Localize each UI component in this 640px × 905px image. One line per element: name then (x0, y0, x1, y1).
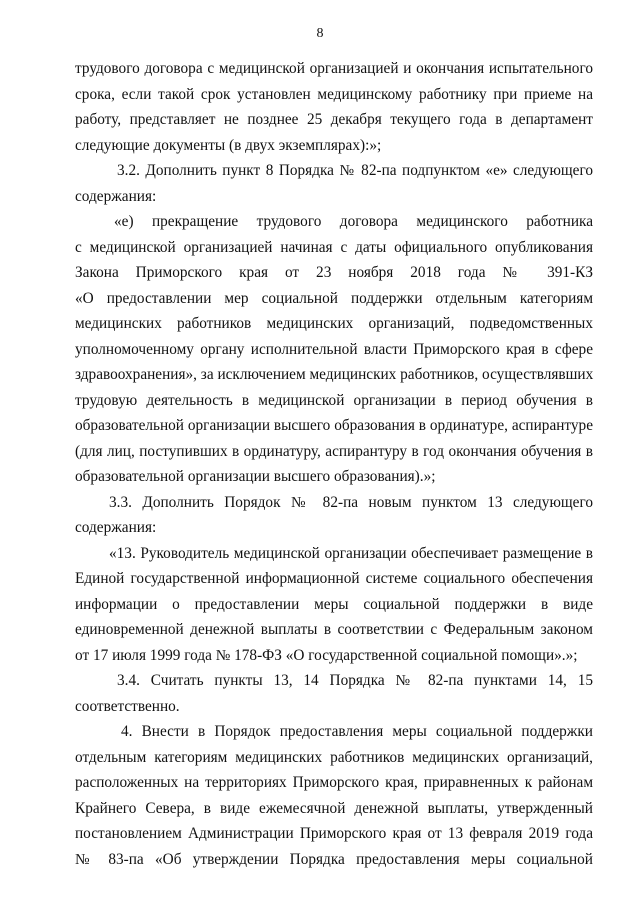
body-line: с медицинской организацией начиная с даты официального опубликования (75, 238, 593, 256)
body-line: 3.4. Считать пункты 13, 14 Порядка № 82-па пунктами 14, 15 (117, 672, 593, 689)
body-line: уполномоченному органу исполнительной власти Приморского края в сфере (75, 340, 593, 358)
body-line: образовательной организации высшего образования).»; (75, 468, 436, 485)
body-line: следующие документы (в двух экземплярах):»; (75, 136, 382, 154)
body-line: срока, если такой срок установлен медицинскому работнику при приеме на (75, 85, 593, 103)
body-line: содержания: (75, 519, 157, 536)
body-line: информации о предоставлении меры социальной поддержки в виде (75, 595, 593, 613)
body-line: соответственно. (75, 697, 180, 715)
body-line: «е) прекращение трудового договора медицинского работника (114, 213, 593, 230)
body-line: «О предоставлении мер социальной поддержки отдельным категориям (75, 289, 593, 307)
body-line: трудового договора с медицинской организацией и окончания испытательного (75, 60, 593, 77)
body-line: 3.2. Дополнить пункт 8 Порядка № 82-па подпунктом «е» следующего (117, 162, 593, 179)
body-line: трудовую деятельность в медицинской организации в период обучения в (75, 391, 593, 409)
body-line: № 83-па «Об утверждении Порядка предоставления меры социальной (75, 850, 593, 868)
body-line: (для лиц, поступивших в ординатуру, аспирантуру в год окончания обучения в (75, 442, 593, 460)
body-line: «13. Руководитель медицинской организации обеспечивает размещение в (109, 544, 593, 562)
body-line: работу, представляет не позднее 25 декабря текущего года в департамент (75, 111, 593, 128)
body-line: отдельным категориям медицинских работников медицинских организаций, (75, 748, 593, 766)
body-line: от 17 июля 1999 года № 178-ФЗ «О государственной социальной помощи».»; (75, 646, 578, 664)
page-number: 8 (316, 26, 324, 41)
body-line: 4. Внести в Порядок предоставления меры социальной поддержки (121, 723, 593, 740)
body-line: здравоохранения», за исключением медицинских работников, осуществлявших (75, 366, 594, 383)
body-line: Крайнего Севера, в виде ежемесячной денежной выплаты, утвержденный (75, 799, 593, 817)
body-line: медицинских работников медицинских организаций, подведомственных (75, 315, 593, 332)
body-line: 3.3. Дополнить Порядок № 82-па новым пунктом 13 следующего (109, 493, 593, 511)
document-body (75, 56, 593, 872)
body-line: Закона Приморского края от 23 ноября 2018 года № 391-КЗ (75, 264, 593, 281)
body-line: содержания: (75, 187, 157, 205)
body-line: Единой государственной информационной системе социального обеспечения (75, 570, 593, 587)
body-line: единовременной денежной выплаты в соответствии с Федеральным законом (75, 621, 593, 638)
body-line: расположенных на территориях Приморского края, приравненных к районам (75, 774, 593, 791)
body-line: постановлением Администрации Приморского края от 13 февраля 2019 года (75, 825, 593, 842)
body-line: образовательной организации высшего образования в ординатуре, аспирантуре (75, 417, 593, 434)
